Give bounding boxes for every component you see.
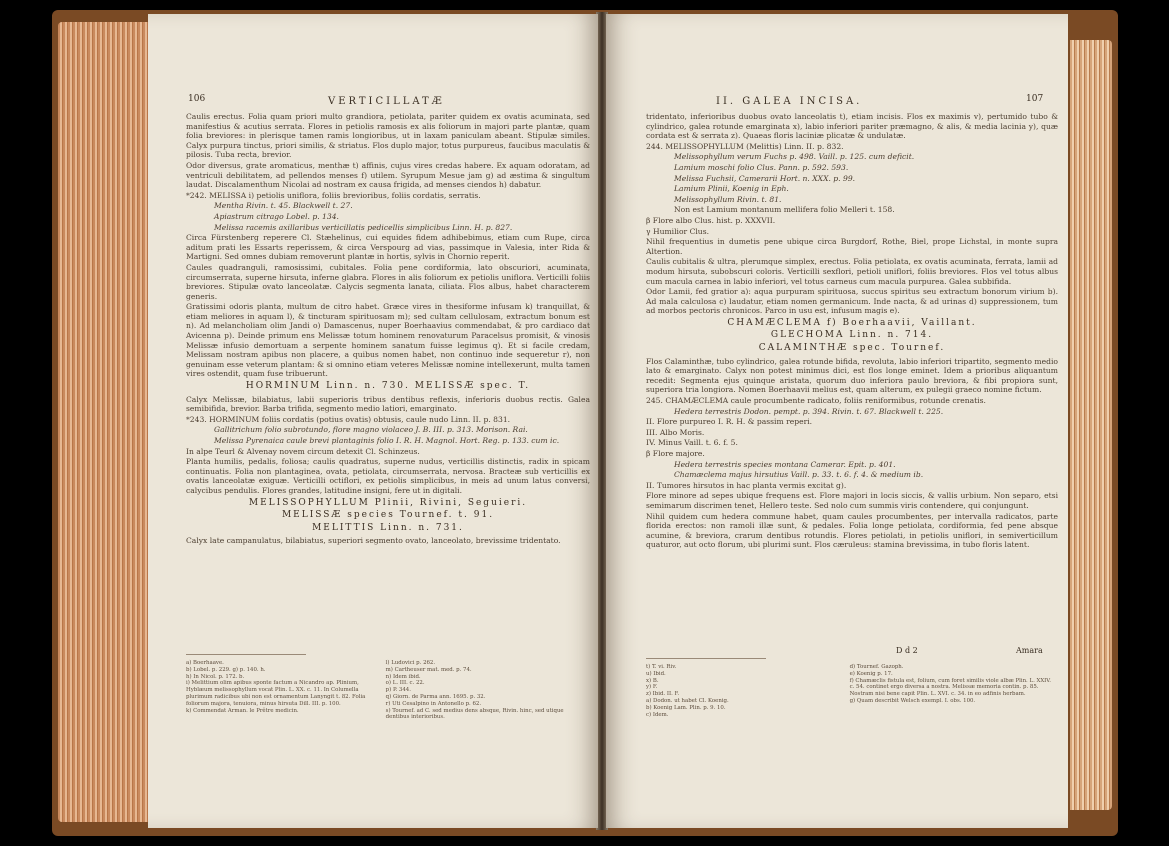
footnote: s) Tournef. ad C. sed medius dens absque, Rivin. hinc, sed utique dentibus interioribus.: [385, 707, 564, 721]
footnote: l) Ludovici p. 262.: [385, 660, 436, 666]
section-title: MELISSOPHYLLUM Plinii, Rivini, Seguieri.: [248, 497, 528, 508]
paragraph: Odor diversus, grate aromaticus, menthæ t) affinis, cujus vires credas habere. Ex aquam odoratam, ad ventriculi debilitatem, ad pellendos menses f) utilem. Syrupum Mesue jam g) ad æstima & singultum laudat. Discalamenthum Nicolai ad nostram ex causa frigida, ad menses ciendos h) dabatur.: [186, 160, 590, 190]
synonym: Melissa racemis axillaribus verticillatis pedicellis simplicibus Linn. H. p. 827.: [214, 222, 513, 232]
paragraph: Calyx Melissæ, bilabiatus, labii superioris tribus dentibus reflexis, inferioris duobus rectis. Galea semibifida, brevior. Barba trifida, segmento medio latiori, emarginato.: [186, 394, 590, 414]
synonym: Melissophyllum Rivin. t. 81.: [674, 194, 782, 204]
footnote: i) Melittium olim apibus sponte factum a Nicandro ap. Plinium, Hyblæum melissophyllum vocat Plin. L. XX. c. 11. In Columella plurimum radicibus ubi non est ornamentum Lanyngit t. 82. Folia foliorum majora, tenuiora, minus hirsuta Dill. III. p. 100.: [186, 680, 366, 707]
synonym: Mentha Rivin. t. 45. Blackwell t. 27.: [214, 201, 353, 211]
paragraph: Nihil quidem cum hedera commune habet, quam caules procumbentes, per intervalla radicatos, parte florida erectos: non ramoli illæ sunt, & pedales. Folia longe petiolata, cordiformia, fed pene absque acumine, & breviora, crarum dentibus rotundis. Flores petiolati, in petiolis uniflori, in semiverticillum quaturor, aut octo florum, ubi plurimi sunt. Flos cæruleus: stamina brevissima, in tubo floris latent.: [646, 511, 1058, 550]
footnote-rule: [646, 658, 766, 659]
synonym: Non est Lamium montanum mellifera folio Melleri t. 158.: [674, 205, 895, 215]
right-page-number: 107: [1026, 94, 1044, 104]
footnote: x) B.: [646, 677, 659, 684]
left-body: [186, 112, 590, 547]
left-page-edges: [58, 22, 150, 822]
right-page-edges: [1070, 40, 1112, 810]
footnote: h) In Nicol. p. 172. b.: [186, 673, 245, 680]
left-page-number: 106: [188, 94, 206, 104]
species-entry: 245. CHAMÆCLEMA caule procumbente radicato, foliis reniformibus, rotunde crenatis.: [646, 396, 986, 406]
synonym: Chamæclema majus hirsutius Vaill. p. 33. t. 6. f. 4. & medium ib.: [674, 470, 924, 480]
footnote: a) Dodon. ut habet Cl. Koenig.: [646, 697, 729, 704]
paragraph: Planta humilis, pedalis, foliosa; caulis quadratus, superne nudus, verticillis distinctis, radix in spicam continuatis. Folia non plantaginea, ovata, petiolata, circumserrata, nervosa. Bracteæ sub verticillis ex ovatis lanceolatæ exiguæ. Verticilli octiflori, ex petiolis simplicibus, in meis ad unum latus conversi, calycibus pendulis. Flores grandes, latitudine insigni, fere ut in digitali.: [186, 457, 590, 495]
footnote: c) Idem.: [646, 711, 669, 718]
variety: β Flore majore.: [646, 449, 705, 458]
footnote: b) Koenig Lam. Plin. p. 9. 10.: [646, 704, 726, 711]
section-title: CHAMÆCLEMA f) Boerhaavii, Vaillant.: [727, 317, 977, 328]
left-footnotes: [186, 660, 590, 721]
right-running-head: II. GALEA INCISA.: [716, 96, 863, 107]
variety: II. Flore purpureo I. R. H. & passim reperi.: [646, 417, 813, 427]
section-title: MELISSÆ species Tournef. t. 91.: [281, 510, 495, 521]
paragraph: Calyx late campanulatus, bilabiatus, superiori segmento ovato, lanceolato, brevissime tridentato.: [186, 536, 561, 546]
footnote: n) Idem ibid.: [385, 673, 421, 680]
variety: III. Albo Moris.: [646, 427, 705, 437]
left-running-head: VERTICILLATÆ: [328, 96, 445, 107]
section-title: CALAMINTHÆ spec. Tournef.: [758, 343, 946, 354]
paragraph: Nihil frequentius in dumetis pene ubique circa Burgdorf, Rothe, Biel, prope Lichstal, in monte supra Altertion.: [646, 237, 1058, 256]
paragraph: Caulis erectus. Folia quam priori multo grandiora, petiolata, pariter quidem ex ovatis acuminata, sed manifestius & acutius serrata. Flores in petiolis ramosis ex alis foliorum in majori parte plantæ, quam folia breviores: in plerisque tamen ramis longioribus, ut in laxam paniculam abeant. Stipulæ similes. Calyx purpura tinctus, priori similis, & striatus. Flos duplo major, totus purpureus, faucibus maculatis & pilosis. Tuba recta, brevior.: [186, 112, 590, 160]
species-entry: *243. HORMINUM foliis cordatis (potius ovatis) obtusis, caule nudo Linn. II. p. 831.: [186, 414, 511, 424]
footnote-rule: [186, 654, 306, 655]
footnote: e) Koenig p. 17.: [849, 670, 893, 677]
paragraph: Caulis cubitalis & ultra, plerumque simplex, erectus. Folia petiolata, ex ovatis acuminata, ferrata, lamii ad modum hirsuta, subobscuri coloris. Verticilli sexflori, petioli uniflori, foliis breviores. Flos vel totus albus cum macula carnea in labio inferiori, vel totus carneus cum macula purpurea. Galea subbifida.: [646, 257, 1058, 286]
paragraph: Odor Lamii, fed gratior a): aqua purpuram spirituosa, succus spiritus seu extractum bonorum virium b). Ad mala calculosa c) laudatur, etiam nomen germanicum. Inde nacta, & ad urinas d) suppressionem, tum ad morbos pectoris chronicos. Parco in usu est, infusum magis e).: [646, 287, 1058, 316]
paragraph: In alpe Teurl & Alvenay novem circum detexit Cl. Schinzeus.: [186, 446, 420, 456]
variety: β Flore albo Clus. hist. p. XXXVII.: [646, 215, 776, 225]
synonym: Melissa Pyrenaica caule brevi plantaginis folio I. R. H. Magnol. Hort. Reg. p. 133. cum ic.: [214, 436, 560, 445]
section-title: HORMINUM Linn. n. 730. MELISSÆ spec. T.: [245, 381, 531, 392]
footnote: r) Uti Cesalpino in Antonello p. 62.: [385, 700, 482, 707]
footnote: g) Quam describit Welsch exempl. I. obs. 100.: [849, 697, 976, 704]
right-page: [606, 14, 1068, 828]
footnote: z) Ibid. II. F.: [646, 691, 680, 698]
variety: IV. Minus Vaill. t. 6. f. 5.: [646, 438, 738, 448]
paragraph: Caules quadranguli, ramosissimi, cubitales. Folia pene cordiformia, lato obscuriori, acuminata, circumserrata, superne hirsuta, inferne glabra. Flores in alis foliorum ex petiolis uniflora. Verticilli foliis breviores. Stipulæ ovato lanceolatæ. Calycis segmenta lanata, ciliata. Flos albus, habet characterem generis.: [186, 262, 590, 301]
footnote: u) Ibid.: [646, 670, 666, 677]
synonym: Gallitrichum folio subrotundo, flore magno violaceo J. B. III. p. 313. Morison. Rai.: [214, 425, 528, 435]
footnote: k) Commendat Arman. le Prêtre medicin.: [186, 707, 299, 714]
footnote: p) P. 344.: [385, 687, 411, 694]
footnote: o) L. III. c. 22.: [385, 680, 425, 687]
footnote: a) Boerhaave.: [186, 660, 224, 666]
species-entry: 244. MELISSOPHYLLUM (Melittis) Linn. II. p. 832.: [646, 141, 844, 151]
synonym: Hedera terrestris Dodon. pempt. p. 394. Rivin. t. 67. Blackwell t. 225.: [674, 406, 944, 416]
footnote: q) Giorn. de Parma ann. 1695. p. 32.: [385, 693, 486, 700]
footnote: m) Cartheuser mat. med. p. 74.: [385, 666, 472, 673]
footnote: d) Tournef. Gazoph.: [849, 664, 904, 670]
paragraph: Circa Fürstenberg reperere Cl. Stæhelinus, cui equides fidem adhibebimus, etiam cum Rupe, circa aditum prati les Essarts reperissem, & circa Verspourg ad vias, passimque in Valesia, inter Rida & Martigni. Sed omnes dubiam removerunt plantæ in hortis, sylvis in Chornio reperit.: [186, 233, 590, 262]
synonym: Lamium Plinii, Koenig in Eph.: [674, 184, 789, 194]
species-entry: *242. MELISSA i) petiolis uniflora, foliis brevioribus, foliis cordatis, serratis.: [186, 190, 481, 200]
signature-mark: D d 2: [896, 646, 918, 655]
paragraph: Flore minore ad sepes ubique frequens est. Flore majori in locis siccis, & vallis urbium. Non separo, etsi semimarum discrimen tenet, Hellero teste. Sed nolo cum summis viris contendere, qui conjungunt.: [646, 491, 1058, 510]
section-title: GLECHOMA Linn. n. 714.: [770, 330, 934, 341]
section-title: MELITTIS Linn. n. 731.: [312, 522, 464, 533]
right-body: [646, 112, 1058, 551]
paragraph: Flos Calaminthæ, tubo cylindrico, galea rotunde bifida, revoluta, labio inferiori tripartito, segmento medio lato & emarginato. Calyx non potest minimus dici, est flos longe eminet. Idem a prioribus aliquantum recedit: Segmenta ejus quinque aristata, quorum duo inferiora paulo breviora, & fibi propiora sunt, superiora tria longiora. Nomen Boerhaavii melius est, quam alterum, ex pulegii graeco nomine fictum.: [646, 356, 1058, 395]
right-footnotes: [646, 664, 1058, 718]
left-page: [148, 14, 598, 828]
footnote: y) F.: [646, 684, 658, 691]
synonym: Lamium moschi folio Clus. Pann. p. 592. 593.: [674, 162, 849, 172]
footnote: b) Lobel. p. 229. g) p. 140. h.: [186, 666, 266, 673]
synonym: Melissa Fuchsii, Camerarii Hort. n. XXX. p. 99.: [674, 173, 856, 183]
paragraph: II. Tumores hirsutos in hac planta vermis excitat g).: [646, 480, 847, 490]
paragraph: Gratissimi odoris planta, multum de citro habet. Græce vires in thesiforme infusam k) tranquillat, & etiam meliores in aquam l), & tincturam spirituosam m); sed cultam cellulosam, extractum bonum est n). Ad melancholiam olim Jandi o) Damascenus, nuper Boerhaavius commendabat, & pro cardiaco dat Avicenna p). Deinde primum ens Melissæ totum hominem renovaturum Paracelsus promisit, & vinosis Melissæ infusio demortuam a serpente hominem sanatum fuisse legimus q). Et si facile credam, Melissam nostram apibus non placere, a quibus nomen habet, non continuo inde sequeretur r), non genuinam esse veterum plantam: & si omnino etiam veteres Melissæ nomine intellexerunt, multa tamen vires ostendit, quam fuse tribuerunt.: [186, 302, 590, 379]
footnote: f) Chamæclis fistula est, folium, cum foret similis viole albæ Plin. L. XXIV. c. 54. continet ergo diversa a nostra. Melissæ memoria contin. p. 85. Nostram nisi bene capit Plin. L. XVI. c. 34. in eo adfinis herbam.: [849, 677, 1051, 698]
catchword: Amara: [1016, 646, 1043, 655]
footnote: t) T. vi. Riv.: [646, 664, 677, 670]
synonym: Hedera terrestris species montana Camerar. Epit. p. 401.: [674, 459, 896, 469]
paragraph: tridentato, inferioribus duobus ovato lanceolatis t), etiam incisis. Flos ex maximis v), pertumido tubo & cylindrico, galea rotunde emarginata x), labio inferiori pariter præmagno, & alis, & media lacinia y), quæ cordata est & serrata z). Quaeas floris laciniæ plicatæ & undulatæ.: [646, 112, 1058, 141]
synonym: Apiastrum citrago Lobel. p. 134.: [214, 211, 339, 221]
synonym: Melissophyllum verum Fuchs p. 498. Vaill. p. 125. cum deficit.: [674, 152, 915, 162]
variety: γ Humilior Clus.: [646, 226, 710, 236]
